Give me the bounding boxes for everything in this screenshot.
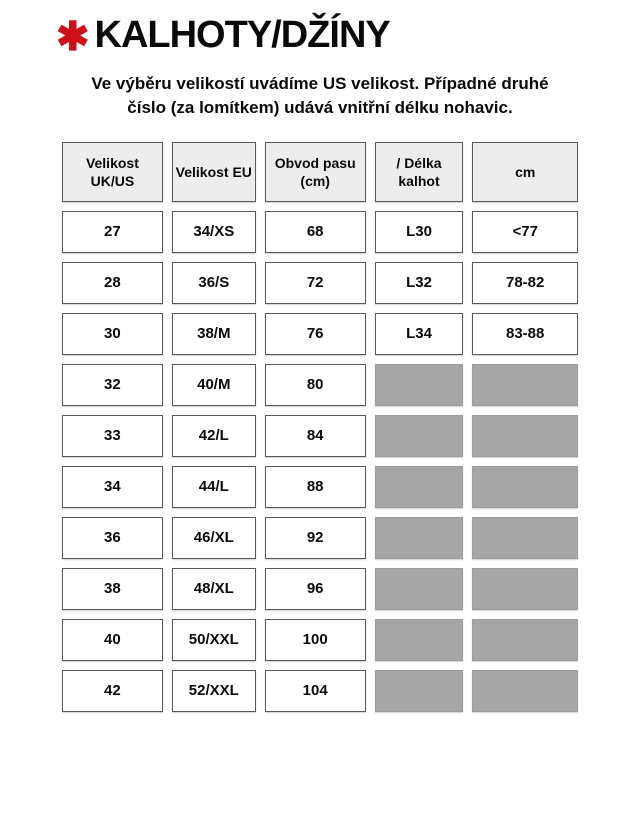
table-cell: L32: [375, 262, 464, 304]
table-cell: 76: [265, 313, 366, 355]
table-cell: 52/XXL: [172, 670, 256, 712]
table-cell: 28: [62, 262, 163, 304]
table-cell: 50/XXL: [172, 619, 256, 661]
column-header-line: / Délka: [396, 154, 442, 171]
table-cell: 34: [62, 466, 163, 508]
table-cell: [472, 568, 578, 610]
table-cell: 88: [265, 466, 366, 508]
table-cell: 33: [62, 415, 163, 457]
column-header-size-eu: [172, 142, 256, 202]
table-cell: 44/L: [172, 466, 256, 508]
table-cell: 36: [62, 517, 163, 559]
table-cell: L34: [375, 313, 464, 355]
subtitle: [0, 72, 640, 120]
table-cell: 36/S: [172, 262, 256, 304]
table-cell: 83-88: [472, 313, 578, 355]
subtitle-line: číslo (za lomítkem) udává vnitřní délku nohavic.: [127, 97, 513, 117]
column-header-line: cm: [515, 163, 536, 180]
column-header-length: [375, 142, 464, 202]
table-cell: 78-82: [472, 262, 578, 304]
table-cell: 72: [265, 262, 366, 304]
table-cell: 46/XL: [172, 517, 256, 559]
table-cell: [472, 466, 578, 508]
column-header-line: Obvod pasu: [274, 154, 356, 171]
table-cell: [375, 568, 464, 610]
column-header-line: kalhot: [398, 172, 440, 189]
table-cell: 40: [62, 619, 163, 661]
table-row: [62, 670, 578, 712]
table-header-row: [62, 142, 578, 202]
table-cell: 34/XS: [172, 211, 256, 253]
table-cell: 68: [265, 211, 366, 253]
table-row: [62, 211, 578, 253]
table-row: [62, 364, 578, 406]
column-header-line: (cm): [300, 172, 330, 189]
table-cell: 84: [265, 415, 366, 457]
table-cell: [375, 415, 464, 457]
asterisk-icon: ✱: [56, 14, 90, 59]
table-cell: 42: [62, 670, 163, 712]
column-header-line: UK/US: [90, 172, 135, 189]
table-cell: 32: [62, 364, 163, 406]
page-header: [0, 0, 640, 58]
table-cell: 100: [265, 619, 366, 661]
table-cell: [472, 415, 578, 457]
table-cell: L30: [375, 211, 464, 253]
column-header-size-ukus: [62, 142, 163, 202]
table-cell: 104: [265, 670, 366, 712]
table-cell: <77: [472, 211, 578, 253]
table-row: [62, 619, 578, 661]
table-row: [62, 466, 578, 508]
column-header-waist: [265, 142, 366, 202]
table-cell: [375, 670, 464, 712]
table-cell: [472, 619, 578, 661]
table-cell: 92: [265, 517, 366, 559]
table-cell: [375, 364, 464, 406]
table-cell: 80: [265, 364, 366, 406]
table-cell: 38/M: [172, 313, 256, 355]
table-row: [62, 415, 578, 457]
table-row: [62, 568, 578, 610]
size-table: [53, 133, 587, 721]
table-cell: [472, 670, 578, 712]
table-cell: 96: [265, 568, 366, 610]
table-cell: 30: [62, 313, 163, 355]
subtitle-line: Ve výběru velikostí uvádíme US velikost. Případné druhé: [91, 73, 549, 93]
table-row: [62, 313, 578, 355]
table-cell: 38: [62, 568, 163, 610]
table-cell: [375, 619, 464, 661]
column-header-line: Velikost EU: [175, 163, 252, 180]
table-cell: [375, 466, 464, 508]
table-cell: 42/L: [172, 415, 256, 457]
column-header-line: Velikost: [85, 154, 139, 171]
column-header-cm: [472, 142, 578, 202]
table-row: [62, 262, 578, 304]
table-cell: [472, 517, 578, 559]
table-row: [62, 517, 578, 559]
table-cell: 48/XL: [172, 568, 256, 610]
table-cell: [375, 517, 464, 559]
page-title: KALHOTY/DŽÍNY: [94, 14, 390, 56]
table-cell: 27: [62, 211, 163, 253]
table-cell: [472, 364, 578, 406]
table-cell: 40/M: [172, 364, 256, 406]
